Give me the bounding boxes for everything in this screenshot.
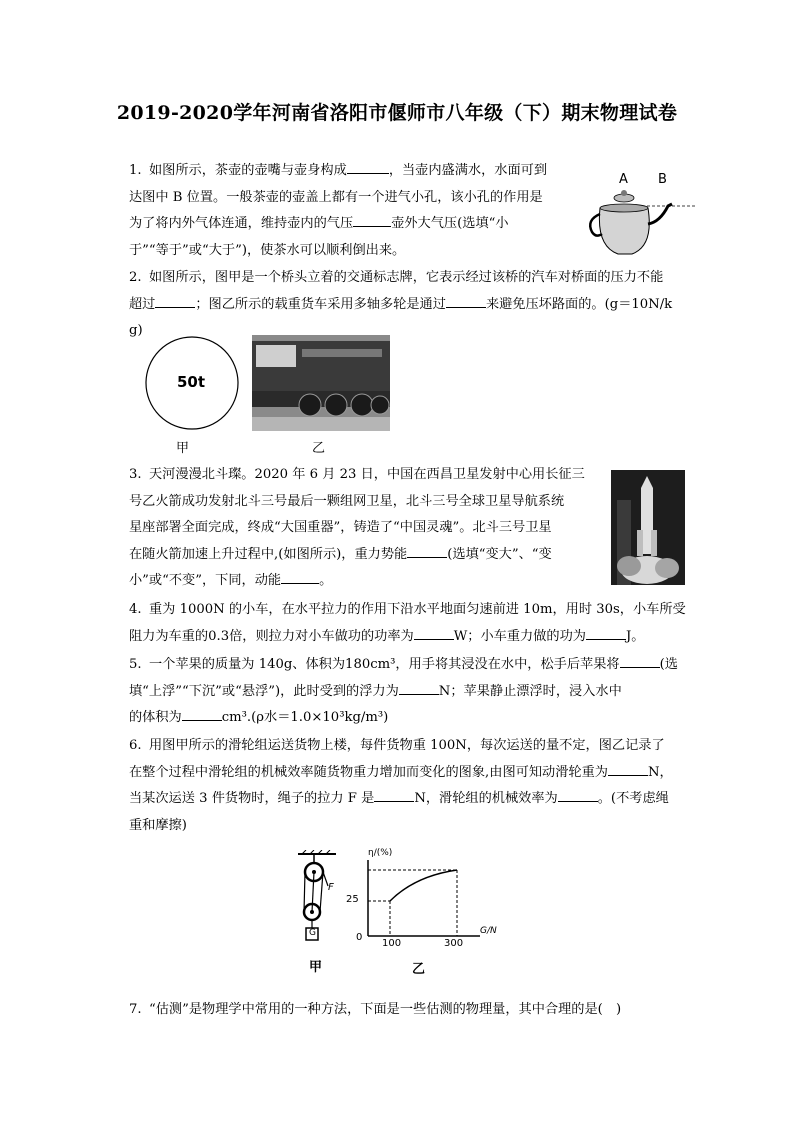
answer-blank[interactable] bbox=[620, 655, 660, 668]
x-tick-100: 100 bbox=[382, 938, 402, 949]
text-line: N，滑轮组的机械效率为 bbox=[414, 791, 558, 807]
caption-jia: 甲 bbox=[176, 441, 190, 456]
text-line: ，当壶内盛满水，水面可到 bbox=[388, 163, 548, 178]
text-line: 用图甲所示的滑轮组运送货物上楼，每件货物重 100N，每次运送的量不定，图乙记录了 bbox=[149, 738, 665, 753]
text-line: 填“上浮”“下沉”或“悬浮”)，此时受到的浮力为 bbox=[129, 683, 399, 699]
text-line: 小”或“不变”，下同，动能 bbox=[129, 573, 282, 589]
text-line: 。(不考虑绳 bbox=[597, 791, 669, 807]
label-a: A bbox=[619, 172, 628, 187]
caption-yi: 乙 bbox=[412, 962, 426, 977]
text-line: (选填“变大”、“变 bbox=[447, 546, 552, 562]
text-line: W；小车重力做的功为 bbox=[453, 628, 586, 644]
question-number: 5. bbox=[129, 657, 142, 672]
y-axis-label: η/(%) bbox=[368, 848, 393, 858]
question-2 bbox=[129, 265, 672, 345]
text-line: 超过 bbox=[129, 296, 156, 312]
text-line: 重和摩擦) bbox=[129, 817, 187, 833]
answer-blank[interactable] bbox=[182, 708, 222, 721]
text-line: 达图中 B 位置。一般茶壶的壶盖上都有一个进气小孔，该小孔的作用是 bbox=[129, 189, 543, 205]
text-line: cm³.(ρ水＝1.0×10³kg/m³) bbox=[221, 710, 389, 726]
text-line: 在整个过程中滑轮组的机械效率随货物重力增加而变化的图象,由图可知动滑轮重为 bbox=[129, 764, 608, 780]
page-title: 2019-2020学年河南省洛阳市偃师市八年级（下）期末物理试卷 bbox=[116, 102, 678, 124]
caption-yi: 乙 bbox=[312, 441, 326, 456]
question-number: 1. bbox=[129, 163, 142, 178]
question-3 bbox=[129, 462, 585, 595]
text-line: 的体积为 bbox=[129, 710, 182, 726]
caption-jia: 甲 bbox=[309, 960, 323, 975]
pulley-figure bbox=[292, 850, 342, 948]
text-line: 。 bbox=[319, 573, 333, 589]
teapot-figure bbox=[586, 168, 698, 262]
question-5 bbox=[129, 652, 678, 732]
text-line: N， bbox=[647, 764, 673, 780]
text-line: 重为 1000N 的小车，在水平拉力的作用下沿水平地面匀速前进 10m，用时 30s，小车所受 bbox=[149, 602, 686, 617]
question-6 bbox=[129, 733, 673, 839]
efficiency-graph bbox=[340, 848, 510, 952]
text-line: 于”“等于”或“大于”)，使茶水可以顺利倒出来。 bbox=[129, 242, 406, 258]
text-line: 如图所示，茶壶的壶嘴与壶身构成 bbox=[149, 163, 347, 178]
question-4 bbox=[129, 597, 686, 650]
question-number: 2. bbox=[129, 270, 142, 285]
traffic-sign-figure bbox=[144, 335, 240, 431]
answer-blank[interactable] bbox=[558, 789, 598, 802]
answer-blank[interactable] bbox=[155, 295, 195, 308]
x-axis-label: G/N bbox=[480, 926, 497, 936]
rocket-photo bbox=[611, 470, 685, 585]
text-line: 号乙火箭成功发射北斗三号最后一颗组网卫星，北斗三号全球卫星导航系统 bbox=[129, 493, 565, 509]
text-line: 为了将内外气体连通，维持壶内的气压 bbox=[129, 216, 354, 232]
answer-blank[interactable] bbox=[608, 763, 648, 776]
text-line: 当某次运送 3 件货物时，绳子的拉力 F 是 bbox=[129, 791, 375, 807]
answer-blank[interactable] bbox=[399, 682, 439, 695]
label-b: B bbox=[658, 172, 667, 187]
answer-blank[interactable] bbox=[353, 214, 391, 227]
question-number: 6. bbox=[129, 738, 142, 753]
question-1 bbox=[129, 158, 547, 264]
question-number: 4. bbox=[129, 602, 142, 617]
weight-label: G bbox=[309, 928, 316, 938]
text-line: ；图乙所示的载重货车采用多轴多轮是通过 bbox=[195, 296, 446, 312]
sign-text: 50t bbox=[177, 373, 206, 391]
rocket-icon bbox=[611, 470, 685, 585]
text-line: (选 bbox=[659, 657, 678, 672]
text-line: 如图所示，图甲是一个桥头立着的交通标志牌，它表示经过该桥的汽车对桥面的压力不能 bbox=[149, 270, 664, 285]
text-line: 一个苹果的质量为 140g、体积为180cm³，用手将其浸没在水中，松手后苹果将 bbox=[149, 657, 620, 672]
text-line: g) bbox=[129, 323, 143, 339]
teapot-icon bbox=[586, 168, 698, 262]
text-line: 阻力为车重的0.3倍，则拉力对小车做功的功率为 bbox=[129, 628, 414, 644]
answer-blank[interactable] bbox=[407, 545, 447, 558]
text-line: 天河漫漫北斗璨。2020 年 6 月 23 日，中国在西昌卫星发射中心用长征三 bbox=[149, 467, 585, 482]
text-line: 在随火箭加速上升过程中,(如图所示)，重力势能 bbox=[129, 546, 408, 562]
answer-blank[interactable] bbox=[414, 627, 454, 640]
text-line: J。 bbox=[625, 628, 645, 644]
question-number: 7. bbox=[129, 1002, 142, 1017]
answer-blank[interactable] bbox=[446, 295, 486, 308]
text-line: N；苹果静止漂浮时，浸入水中 bbox=[438, 683, 622, 699]
x-tick-300: 300 bbox=[444, 938, 464, 949]
y-tick-25: 25 bbox=[346, 894, 359, 905]
force-label: F bbox=[328, 882, 334, 893]
efficiency-curve bbox=[390, 870, 457, 901]
question-number: 3. bbox=[129, 467, 142, 482]
text-line: 星座部署全面完成，终成“大国重器”，铸造了“中国灵魂”。北斗三号卫星 bbox=[129, 520, 552, 536]
text-line: 壶外大气压(选填“小 bbox=[391, 216, 509, 232]
answer-blank[interactable] bbox=[281, 571, 319, 584]
pulley-system-icon bbox=[292, 850, 342, 948]
answer-blank[interactable] bbox=[586, 627, 626, 640]
question-7 bbox=[129, 997, 621, 1024]
truck-photo bbox=[252, 335, 390, 431]
text-line: 来避免压坏路面的。(g＝10N/k bbox=[485, 296, 673, 312]
answer-blank[interactable] bbox=[347, 161, 389, 174]
efficiency-curve-chart bbox=[340, 848, 510, 952]
origin-label: 0 bbox=[356, 932, 363, 943]
text-line: “估测”是物理学中常用的一种方法，下面是一些估测的物理量，其中合理的是( ) bbox=[149, 1002, 622, 1017]
truck-icon bbox=[252, 335, 390, 431]
answer-blank[interactable] bbox=[374, 789, 414, 802]
